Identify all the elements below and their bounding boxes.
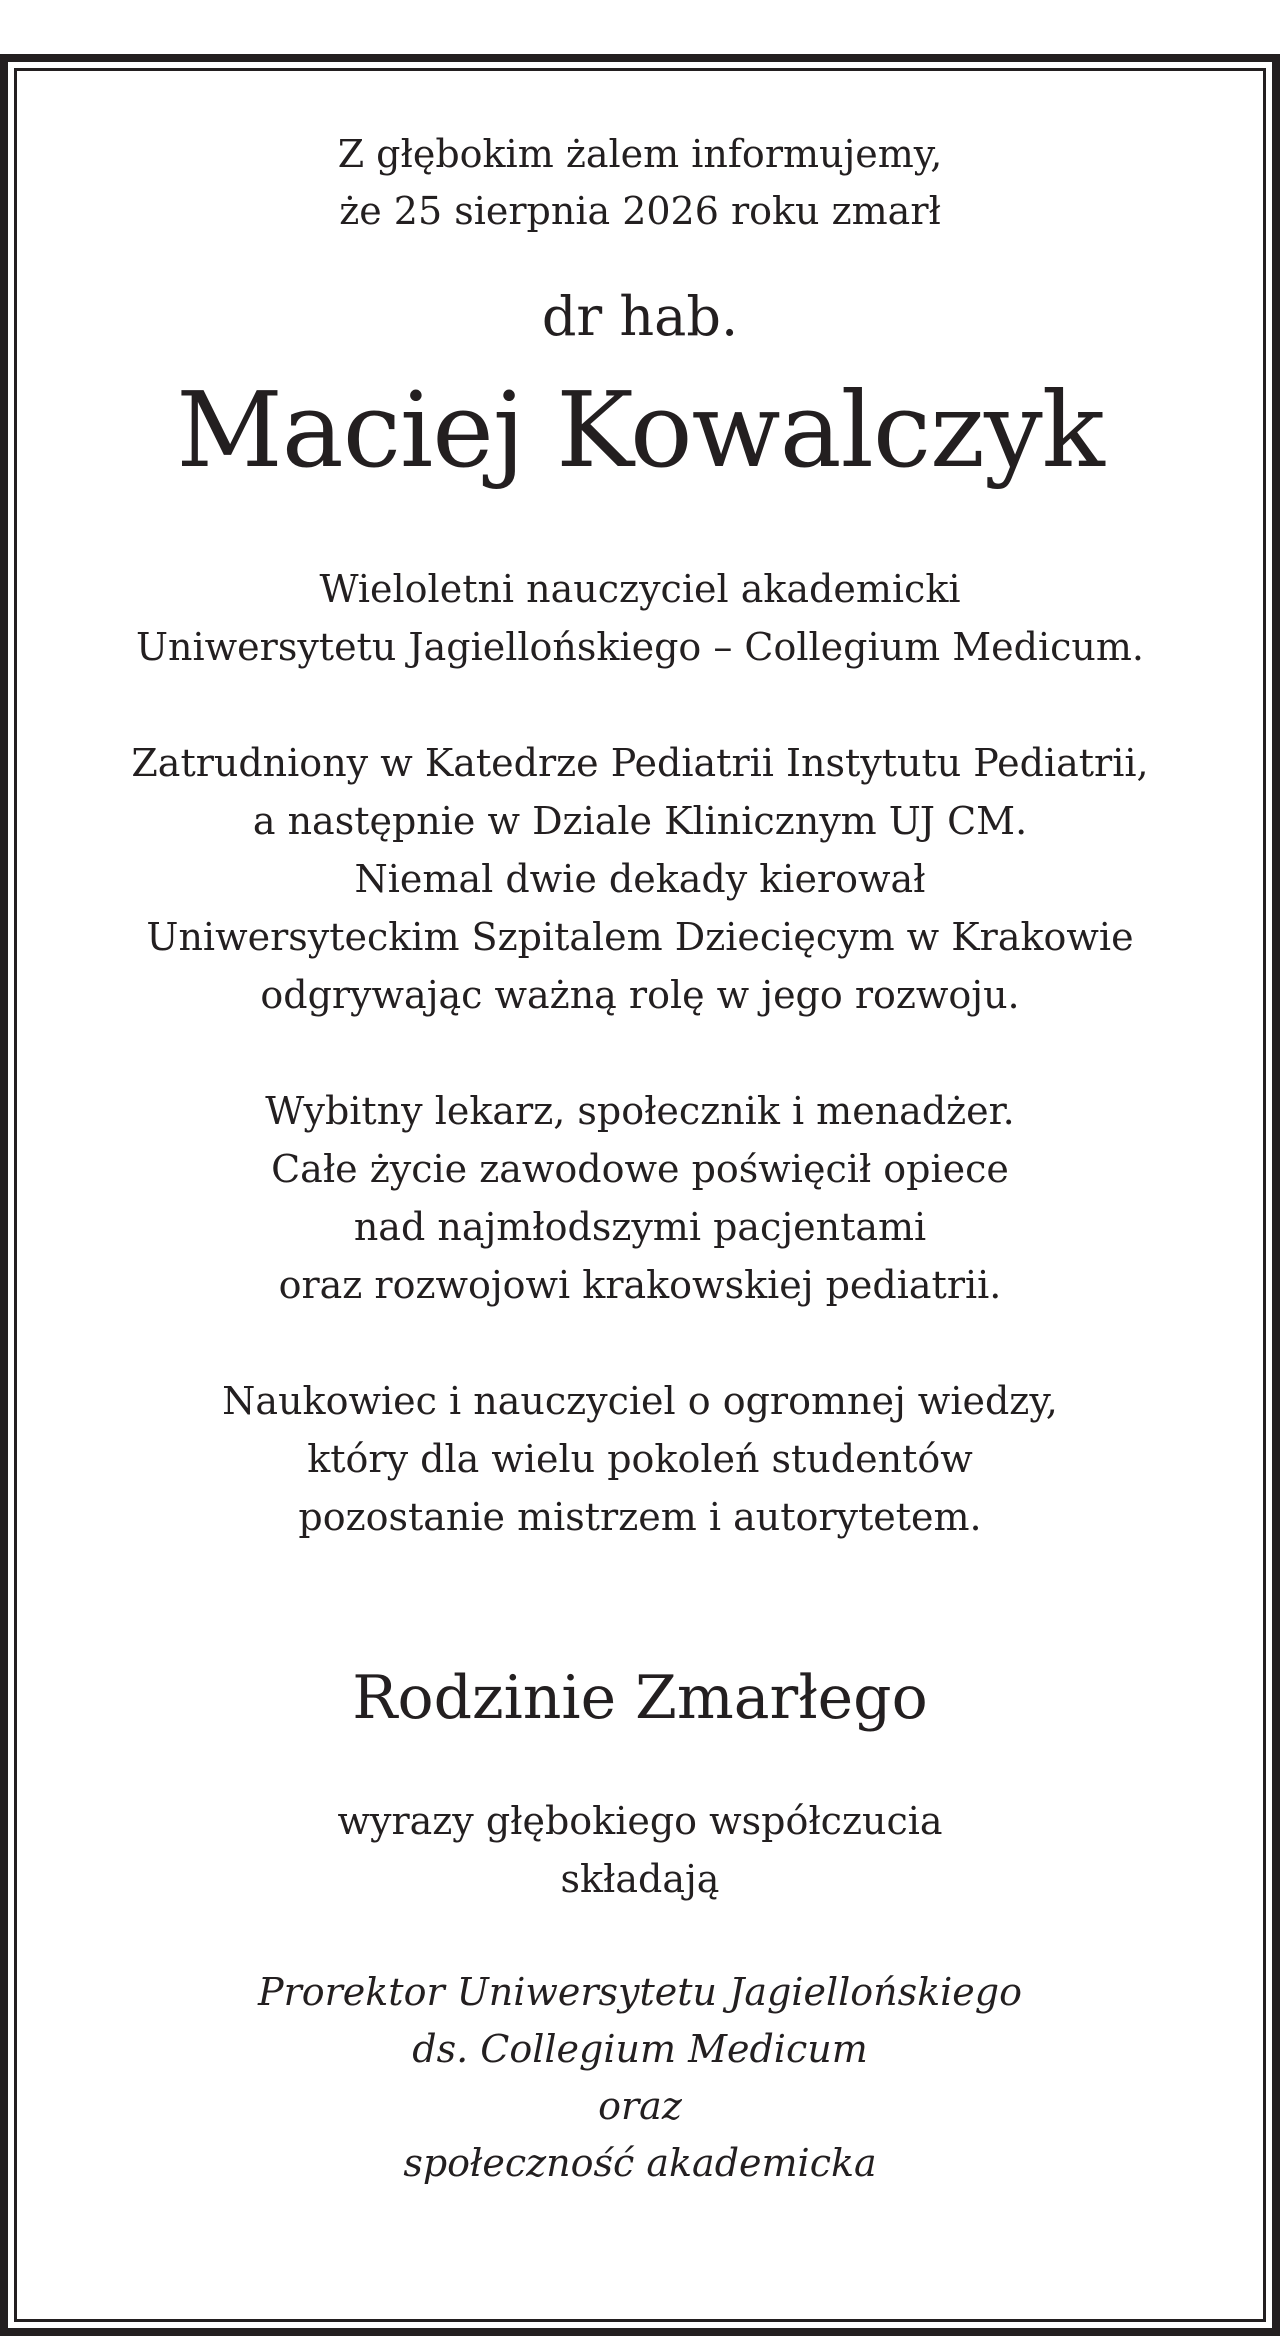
text-line: a następnie w Dziale Klinicznym UJ CM.	[252, 799, 1028, 843]
text-line: Całe życie zawodowe poświęcił opiece	[271, 1147, 1009, 1191]
signature-block	[30, 1964, 1250, 2192]
academic-title: dr hab.	[541, 285, 739, 348]
text-line: który dla wielu pokoleń studentów	[307, 1437, 973, 1481]
biography-paragraph	[30, 734, 1250, 1024]
obituary-notice	[30, 68, 1250, 2192]
text-line: Zatrudniony w Katedrze Pediatrii Instytutu Pediatrii,	[131, 741, 1149, 785]
biography-paragraph	[30, 560, 1250, 676]
text-line: odgrywając ważną rolę w jego rozwoju.	[260, 973, 1020, 1017]
text-line: pozostanie mistrzem i autorytetem.	[298, 1495, 982, 1539]
signature-line: ds. Collegium Medicum	[412, 2027, 868, 2071]
signature-line: społeczność akademicka	[403, 2141, 877, 2185]
text-line: nad najmłodszymi pacjentami	[353, 1205, 927, 1249]
intro-line: że 25 sierpnia 2026 roku zmarł	[339, 189, 941, 233]
text-line: Naukowiec i nauczyciel o ogromnej wiedzy,	[222, 1379, 1058, 1423]
signature-line: oraz	[598, 2084, 682, 2128]
text-line: oraz rozwojowi krakowskiej pediatrii.	[278, 1263, 1002, 1307]
signature-line: Prorektor Uniwersytetu Jagiellońskiego	[258, 1970, 1022, 2014]
intro-line: Z głębokim żalem informujemy,	[337, 132, 943, 176]
deceased-name: Maciej Kowalczyk	[176, 369, 1104, 491]
text-line: składają	[560, 1857, 720, 1901]
text-line: wyrazy głębokiego współczucia	[337, 1799, 943, 1843]
family-heading: Rodzinie Zmarłego	[352, 1663, 928, 1733]
biography-paragraph	[30, 1372, 1250, 1546]
text-line: Uniwersytetu Jagiellońskiego – Collegium Medicum.	[136, 625, 1144, 669]
text-line: Wybitny lekarz, społecznik i menadżer.	[265, 1089, 1015, 1133]
text-line: Wieloletni nauczyciel akademicki	[319, 567, 961, 611]
text-line: Niemal dwie dekady kierował	[354, 857, 926, 901]
biography-paragraph	[30, 1082, 1250, 1314]
intro-announcement	[30, 126, 1250, 240]
text-line: Uniwersyteckim Szpitalem Dziecięcym w Krakowie	[146, 915, 1134, 959]
condolences-text	[30, 1792, 1250, 1908]
